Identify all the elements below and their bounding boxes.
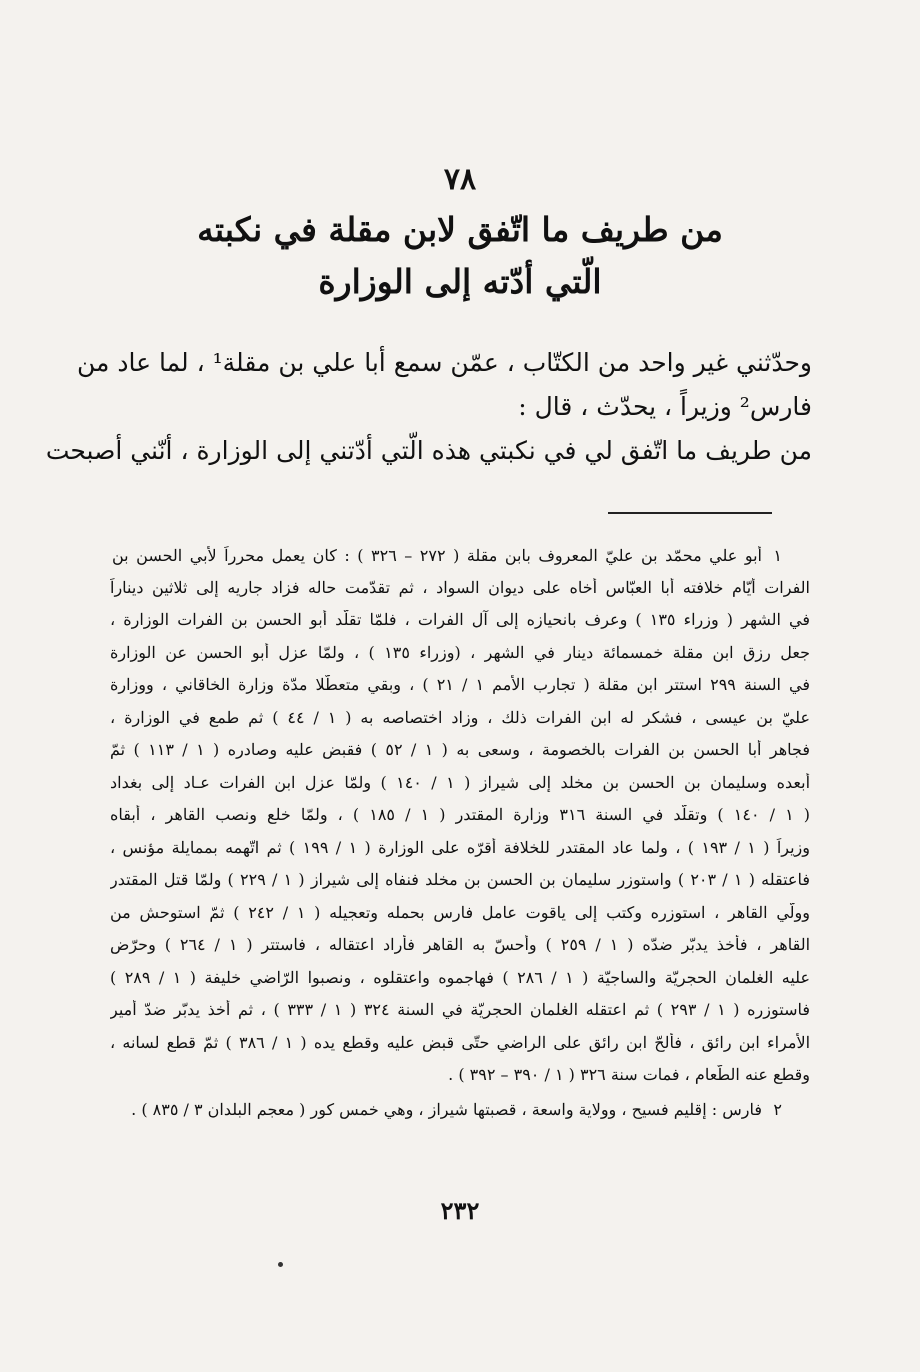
- footnote-line: أبعده وسليمان بن الحسن بن مخلد إلى شيراز ( ١ / ١٤٠ ) ولمّا عزل ابن الفرات عـاد إلى بغداد: [110, 773, 810, 792]
- footnote-line: في السنة ٢٩٩ استتر ابن مقلة ( تجارب الأمم ١ / ٢١ ) ، وبقي متعطّلا مدّة وزارة الخاقاني ، ووزارة: [110, 675, 810, 694]
- footnote-line: وزيراً ( ١ / ١٩٣ ) ، ولما عاد المقتدر للخلافة أقرّه على الوزارة ( ١ / ١٩٩ ) ثم اتّهمه بممايلة مؤنس ،: [110, 838, 810, 857]
- footnote-line: فاستوزره ( ١ / ٢٩٣ ) ثم اعتقله الغلمان الحجريّة في السنة ٣٢٤ ( ١ / ٣٣٣ ) ، ثم أخذ يدبّر ضدّ أمير: [110, 1000, 810, 1019]
- footnote-line: جعل رزق ابن مقلة خمسمائة دينار في الشهر ، (وزراء ١٣٥ ) ، ولمّا عزل أبو الحسن عن الوزارة: [110, 643, 810, 662]
- footnote-line: وولّي القاهر ، استوزره وكتب إلى ياقوت عامل فارس بحمله وتعجيله ( ١ / ٢٤٢ ) ثمّ استوحش من: [110, 903, 810, 922]
- footnote-line: فجاهر أبا الحسن بن الفرات بالخصومة ، وسعى به ( ١ / ٥٢ ) فقبض عليه وصادره ( ١ / ١١٣ ) ثمّ: [110, 740, 810, 759]
- chapter-title-line-1: من طريف ما اتّفق لابن مقلة في نكبته: [197, 210, 723, 249]
- footnote-line: في الشهر ( وزراء ١٣٥ ) وعرف بانحيازه إلى آل الفرات ، فلمّا تقلّد أبو الحسن بن الفرات الوزارة ،: [110, 610, 810, 629]
- footnote-line: القاهر ، فأخذ يدبّر ضدّه ( ١ / ٢٥٩ ) وأحسّ به القاهر فأراد اعتقاله ، فاستتر ( ١ / ٢٦٤ ) وحرّض: [110, 935, 810, 954]
- page-number: ٢٣٢: [440, 1196, 480, 1225]
- footnote-line: وقطع عنه الطّعام ، فمات سنة ٣٢٦ ( ١ / ٣٩٠ – ٣٩٢ ) .: [448, 1065, 810, 1084]
- footnote-line: ( ١ / ١٤٠ ) وتقلّد في السنة ٣١٦ وزارة المقتدر ( ١ / ١٨٥ ) ، ولمّا خلع ونصب القاهر ، أبقاه: [110, 805, 810, 824]
- chapter-title-line-2: الّتي أدّته إلى الوزارة: [318, 262, 602, 301]
- ink-speck: [278, 1262, 283, 1267]
- footnote-marker: ٢: [773, 1100, 782, 1119]
- body-text-line: وحدّثني غير واحد من الكتّاب ، عمّن سمع أبا علي بن مقلة¹ ، لما عاد من: [76, 348, 812, 377]
- footnote-line: عليه الغلمان الحجريّة والساجيّة ( ١ / ٢٨٦ ) فهاجموه واعتقلوه ، ونصبوا الرّاضي خليفة ( ١ / ٢٨٩ ): [110, 968, 810, 987]
- footnote-marker: ١: [773, 546, 782, 565]
- body-text-line: من طريف ما اتّفق لي في نكبتي هذه الّتي أدّتني إلى الوزارة ، أنّني أصبحت: [45, 436, 812, 465]
- footnote-line: أبو علي محمّد بن عليّ المعروف بابن مقلة ( ٢٧٢ – ٣٢٦ ) : كان يعمل محرراً لأبي الحسن بن: [112, 546, 762, 565]
- footnote-line: الأمراء ابن رائق ، فألحّ ابن رائق على الراضي حتّى قبض عليه وقطع يده ( ١ / ٣٨٦ ) ثمّ قطع لسانه ،: [110, 1033, 810, 1052]
- footnote-line: فاعتقله ( ١ / ٢٠٣ ) واستوزر سليمان بن الحسن بن مخلد فنفاه إلى شيراز ( ١ / ٢٢٩ ) ولمّا قتل المقتدر: [110, 870, 810, 889]
- section-number: ٧٨: [443, 162, 477, 197]
- footnote-line: الفرات أيّام خلافته أبا العبّاس أخاه على ديوان السواد ، ثم تقدّمت حاله فزاد جاريه إلى ثلاثين ديناراً: [110, 578, 810, 597]
- body-text-line: فارس² وزيراً ، يحدّث ، قال :: [518, 392, 812, 421]
- footnote-line: فارس : إقليم فسيح ، وولاية واسعة ، قصبتها شيراز ، وهي خمس كور ( معجم البلدان ٣ / ٨٣٥ ) .: [131, 1100, 762, 1119]
- footnote-separator: [608, 512, 772, 514]
- footnote-line: عليّ بن عيسى ، فشكر له ابن الفرات ذلك ، وزاد اختصاصه به ( ١ / ٤٤ ) ثم طمع في الوزارة ،: [110, 708, 810, 727]
